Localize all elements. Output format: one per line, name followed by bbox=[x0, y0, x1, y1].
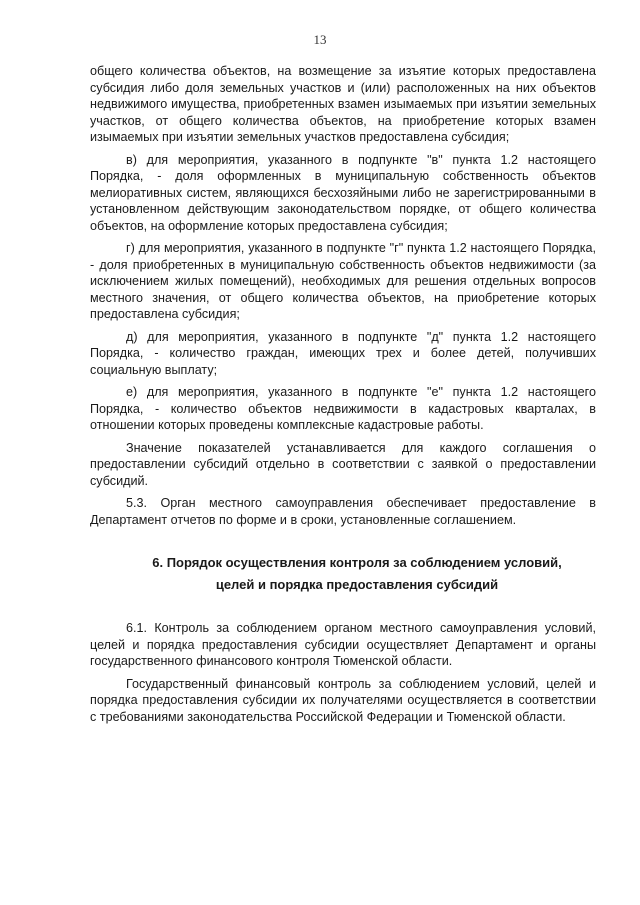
paragraph-item-d: д) для мероприятия, указанного в подпункте "д" пункта 1.2 настоящего Порядка, - количество граждан, имеющих трех и более детей, получивших социальную выплату; bbox=[90, 329, 596, 377]
paragraph-indicator-value: Значение показателей устанавливается для каждого соглашения о предоставлении субсидий отдельно в соответствии с заявкой о предоставлении субсидий. bbox=[90, 440, 596, 488]
paragraph-continuation: общего количества объектов, на возмещение за изъятие которых предоставлена субсидия либо доля земельных участков и (или) расположенных на них объектов недвижимого имущества, приобретенных взамен изымаемых при изъятии земельных участков, от общего количества объектов, на приобретение которых взамен изымаемых при изъятии земельных участков предоставлена субсидия; bbox=[90, 64, 596, 144]
section-6-heading bbox=[90, 552, 596, 596]
page-number: 13 bbox=[313, 32, 327, 47]
section-6-heading-line1: 6. Порядок осуществления контроля за соблюдением условий, bbox=[152, 555, 562, 570]
document-body bbox=[90, 63, 596, 731]
paragraph-6-1: 6.1. Контроль за соблюдением органом местного самоуправления условий, целей и порядка предоставления субсидии осуществляет Департамент и органы государственного финансового контроля Тюменской области. bbox=[90, 621, 596, 668]
paragraph-state-financial-control: Государственный финансовый контроль за соблюдением условий, целей и порядка предоставления субсидии их получателями осуществляется в соответствии с требованиями законодательства Российской Федерации и Тюменской области. bbox=[90, 676, 596, 724]
paragraph-item-e: е) для мероприятия, указанного в подпункте "е" пункта 1.2 настоящего Порядка, - количество объектов недвижимости в кадастровых кварталах, в отношении которых проведены комплексные кадастровые работы. bbox=[90, 385, 596, 432]
paragraph-item-g: г) для мероприятия, указанного в подпункте "г" пункта 1.2 настоящего Порядка, - доля приобретенных в муниципальную собственность объектов недвижимости (за исключением жилых помещений), необходимых для решения отдельных вопросов местного значения, от общего количества объектов, на приобретение которых предоставлена субсидия; bbox=[90, 241, 596, 321]
paragraph-5-3: 5.3. Орган местного самоуправления обеспечивает предоставление в Департамент отчетов по форме и в сроки, установленные соглашением. bbox=[90, 496, 596, 527]
paragraph-item-v: в) для мероприятия, указанного в подпункте "в" пункта 1.2 настоящего Порядка, - доля оформленных в муниципальную собственность объектов мелиоративных систем, являющихся бесхозяйными либо не зарегистрированными в установленном действующим законодательством порядке, от общего количества объектов, на оформление которых предоставлена субсидия; bbox=[90, 152, 596, 233]
section-6-heading-line2: целей и порядка предоставления субсидий bbox=[215, 577, 499, 592]
